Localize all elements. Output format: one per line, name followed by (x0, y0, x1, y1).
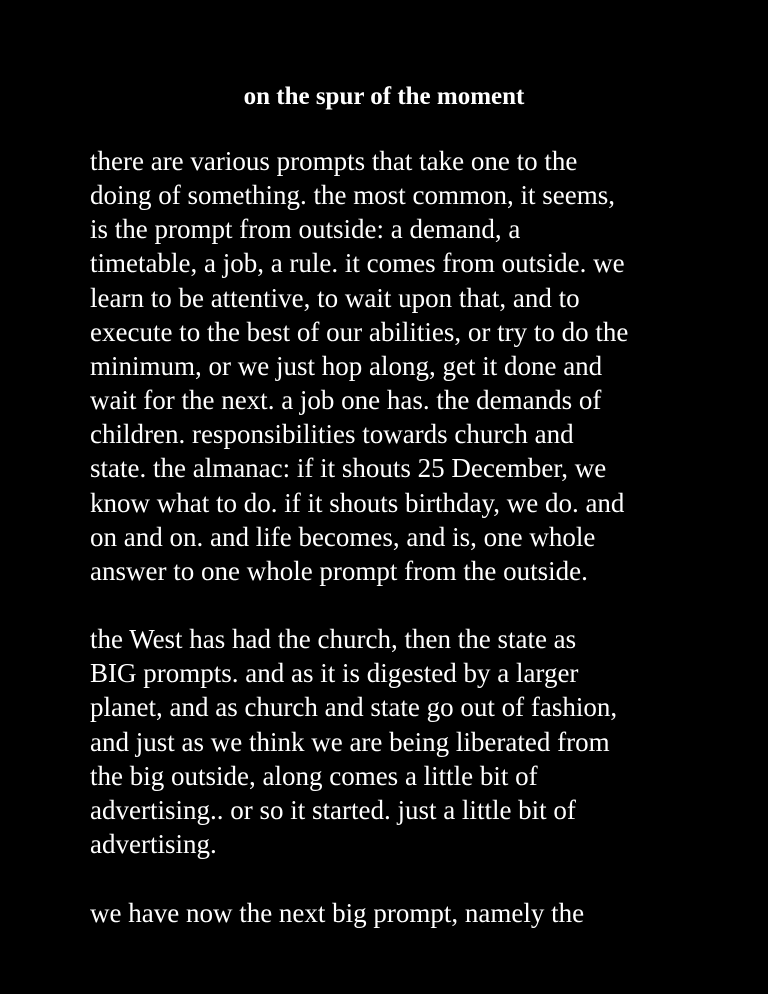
text-line: execute to the best of our abilities, or try to do the (90, 317, 629, 347)
text-line: doing of something. the most common, it seems, (90, 180, 615, 210)
text-line: and just as we think we are being liberated from (90, 727, 610, 757)
text-line: know what to do. if it shouts birthday, we do. and (90, 488, 625, 518)
text-line: timetable, a job, a rule. it comes from outside. we (90, 248, 625, 278)
document-title: on the spur of the moment (243, 83, 525, 110)
text-line: is the prompt from outside: a demand, a (90, 214, 521, 244)
text-line: learn to be attentive, to wait upon that, and to (90, 283, 580, 313)
text-line: BIG prompts. and as it is digested by a larger (90, 658, 579, 688)
text-line: children. responsibilities towards church and (90, 419, 574, 449)
text-line: advertising. (90, 829, 217, 859)
text-line: we have now the next big prompt, namely the (90, 898, 585, 928)
text-line: state. the almanac: if it shouts 25 December, we (90, 453, 607, 483)
text-line: the West has had the church, then the state as (90, 624, 577, 654)
text-line: minimum, or we just hop along, get it done and (90, 351, 603, 381)
text-line: answer to one whole prompt from the outside. (90, 556, 588, 586)
text-line: the big outside, along comes a little bit of (90, 761, 538, 791)
text-line: there are various prompts that take one to the (90, 146, 578, 176)
text-line: on and on. and life becomes, and is, one whole (90, 522, 596, 552)
text-line: advertising.. or so it started. just a little bit of (90, 795, 576, 825)
text-line: planet, and as church and state go out of fashion, (90, 692, 618, 722)
text-line: wait for the next. a job one has. the demands of (90, 385, 602, 415)
